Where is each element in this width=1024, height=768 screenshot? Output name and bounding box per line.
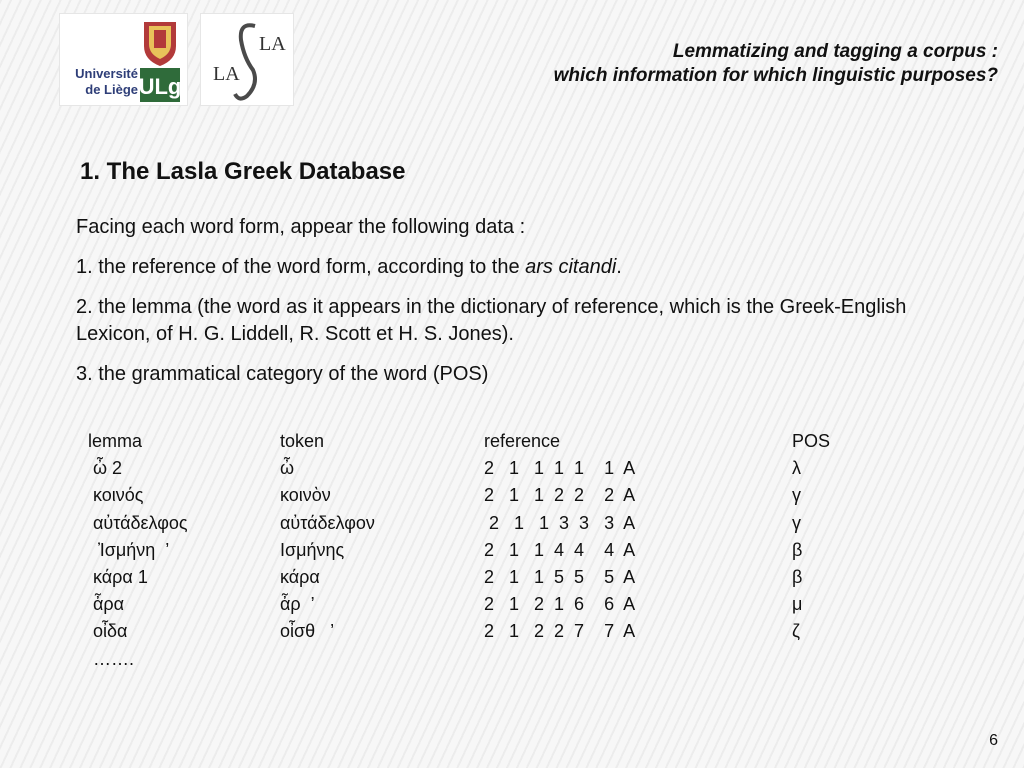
reference-cell: 2 1 1 4 4 4 A [484, 539, 636, 560]
intro-text: Facing each word form, appear the following data : [76, 216, 526, 238]
presentation-title-line2: which information for which linguistic purposes? [553, 65, 998, 86]
pos-cell: ζ [792, 621, 800, 642]
pos-header: POS [792, 431, 831, 451]
lemma-cell: ἆρα [93, 594, 125, 615]
lasla-logo [200, 13, 294, 106]
lemma-cell: κοινός [93, 485, 144, 506]
token-header: token [280, 431, 325, 451]
pos-cell: μ [792, 594, 803, 615]
token-cell: αὐτάδελφον [280, 512, 375, 533]
reference-cell: 2 1 1 1 1 1 A [484, 458, 636, 479]
pos-cell: λ [792, 458, 801, 479]
ulg-mark: ULg [138, 74, 182, 99]
token-column [280, 428, 375, 646]
reference-cell: 2 1 2 1 6 6 A [484, 594, 636, 615]
page-number: 6 [989, 732, 998, 749]
pos-cell: β [792, 566, 803, 587]
universite-de-liege-logo [59, 13, 188, 106]
lasla-mark-text: LASLA [245, 104, 249, 105]
university-name: Université de Liège [75, 66, 138, 97]
ars-citandi-term: ars citandi [525, 256, 617, 278]
slide-body [76, 214, 956, 401]
presentation-title-line1: Lemmatizing and tagging a corpus : [672, 41, 998, 62]
list-item-reference [76, 254, 956, 281]
reference-column [484, 428, 635, 646]
token-cell: ὦ [280, 458, 295, 479]
reference-cell: 2 1 1 5 5 5 A [484, 566, 636, 587]
lemma-cell: οἶδα [93, 621, 128, 642]
lasla-mark-icon [201, 14, 293, 105]
pos-cell: γ [792, 512, 801, 533]
lemma-cell: κάρα 1 [93, 566, 148, 587]
token-cell: κάρα [280, 566, 320, 587]
lemma-header: lemma [88, 431, 143, 451]
pos-cell: β [792, 539, 803, 560]
reference-cell: 2 1 1 3 3 3 A [484, 512, 636, 533]
pos-cell: γ [792, 485, 801, 506]
slide-heading: 1. The Lasla Greek Database [80, 158, 406, 185]
svg-text:LA: LA [259, 33, 286, 55]
token-cell: κοινὸν [280, 485, 331, 506]
ulg-crest-icon [136, 16, 184, 104]
lemma-cell: αὐτάδελφος [93, 512, 188, 533]
svg-text:LA: LA [213, 63, 240, 85]
lemma-cell: Ἰσμήνη ’ [93, 539, 170, 560]
presentation-title [554, 40, 998, 88]
token-cell: ἆρ ’ [280, 594, 315, 615]
reference-header: reference [484, 431, 561, 451]
pos-column [792, 428, 830, 646]
item1-prefix: 1. the reference of the word form, according to the [76, 256, 526, 278]
item1-suffix: . [616, 256, 622, 278]
ellipsis: ……. [93, 648, 135, 669]
token-cell: οἶσθ ’ [280, 621, 335, 642]
lemma-cell: ὦ 2 [93, 458, 123, 479]
reference-cell: 2 1 2 2 7 7 A [484, 621, 636, 642]
token-cell: Ισμήνης [280, 539, 345, 560]
lemma-column [88, 428, 188, 673]
list-item-pos: 3. the grammatical category of the word (POS) [76, 363, 489, 385]
reference-cell: 2 1 1 2 2 2 A [484, 485, 636, 506]
list-item-lemma: 2. the lemma (the word as it appears in the dictionary of reference, which is the Greek-English Lexicon, of H. G. Liddell, R. Scott et H. S. Jones). [76, 296, 907, 345]
